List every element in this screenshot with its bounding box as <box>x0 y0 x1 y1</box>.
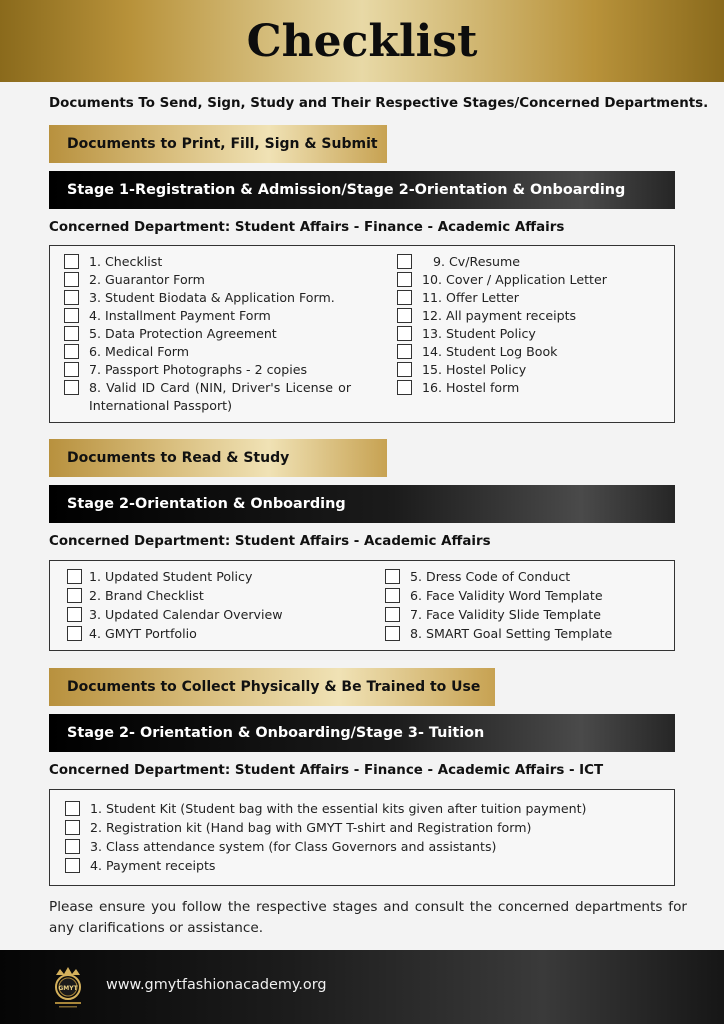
section-3-checklist-box <box>49 789 675 886</box>
checklist-item: 1. Student Kit (Student bag with the essential kits given after tuition payment) <box>65 800 586 818</box>
checkbox[interactable] <box>385 626 400 641</box>
checkbox[interactable] <box>67 588 82 603</box>
checklist-item: 3. Student Biodata & Application Form. <box>64 289 335 307</box>
checklist-item: 13. Student Policy <box>397 325 536 343</box>
section-3-heading: Documents to Collect Physically & Be Trained to Use <box>49 668 495 706</box>
checkbox[interactable] <box>385 607 400 622</box>
section-3-department: Concerned Department: Student Affairs - Finance - Academic Affairs - ICT <box>49 763 604 778</box>
checklist-item: 4. Payment receipts <box>65 857 215 875</box>
checkbox[interactable] <box>64 308 79 323</box>
checkbox[interactable] <box>67 607 82 622</box>
checkbox[interactable] <box>65 820 80 835</box>
checklist-item: 8. SMART Goal Setting Template <box>385 625 612 643</box>
checkbox[interactable] <box>397 254 412 269</box>
checklist-item: 6. Face Validity Word Template <box>385 587 603 605</box>
logo-text: GMYT <box>58 985 78 992</box>
checklist-item: 9. Cv/Resume <box>397 253 520 271</box>
header-banner <box>0 0 724 82</box>
checkbox[interactable] <box>64 272 79 287</box>
closing-note: Please ensure you follow the respective stages and consult the concerned departments for any clarifications or assistance. <box>49 899 687 936</box>
checkbox[interactable] <box>385 569 400 584</box>
checklist-item: 5. Dress Code of Conduct <box>385 568 570 586</box>
section-2-checklist-box <box>49 560 675 651</box>
checklist-item: 16. Hostel form <box>397 379 519 397</box>
checklist-item: 8. Valid ID Card (NIN, Driver's License or International Passport) <box>64 379 351 415</box>
checklist-item: 3. Updated Calendar Overview <box>67 606 283 624</box>
checklist-item: 12. All payment receipts <box>397 307 576 325</box>
checklist-item: 14. Student Log Book <box>397 343 557 361</box>
checklist-item: 7. Passport Photographs - 2 copies <box>64 361 307 379</box>
section-1-heading: Documents to Print, Fill, Sign & Submit <box>49 125 387 163</box>
academy-logo <box>50 965 86 1009</box>
checkbox[interactable] <box>64 254 79 269</box>
checklist-item: 1. Checklist <box>64 253 162 271</box>
checkbox[interactable] <box>385 588 400 603</box>
checkbox[interactable] <box>64 344 79 359</box>
section-1-stage: Stage 1-Registration & Admission/Stage 2-Orientation & Onboarding <box>49 171 675 209</box>
checkbox[interactable] <box>64 380 79 395</box>
checkbox[interactable] <box>397 344 412 359</box>
section-1-checklist-box <box>49 245 675 423</box>
section-1-department: Concerned Department: Student Affairs - Finance - Academic Affairs <box>49 220 565 235</box>
footer <box>0 950 724 1024</box>
checkbox[interactable] <box>397 362 412 377</box>
checklist-item: 11. Offer Letter <box>397 289 519 307</box>
checkbox[interactable] <box>397 272 412 287</box>
checklist-item: 2. Registration kit (Hand bag with GMYT T-shirt and Registration form) <box>65 819 531 837</box>
checkbox[interactable] <box>397 308 412 323</box>
checkbox[interactable] <box>397 380 412 395</box>
checklist-item: 5. Data Protection Agreement <box>64 325 277 343</box>
website-link[interactable]: www.gmytfashionacademy.org <box>106 977 327 993</box>
checklist-item: 15. Hostel Policy <box>397 361 526 379</box>
checkbox[interactable] <box>64 326 79 341</box>
checklist-item: 7. Face Validity Slide Template <box>385 606 601 624</box>
checkbox[interactable] <box>397 326 412 341</box>
checklist-item: 10. Cover / Application Letter <box>397 271 607 289</box>
checklist-item: 4. Installment Payment Form <box>64 307 271 325</box>
checklist-item: 2. Brand Checklist <box>67 587 204 605</box>
checklist-item: 2. Guarantor Form <box>64 271 205 289</box>
checkbox[interactable] <box>65 858 80 873</box>
checkbox[interactable] <box>67 569 82 584</box>
checkbox[interactable] <box>397 290 412 305</box>
intro-text: Documents To Send, Sign, Study and Their Respective Stages/Concerned Departments. <box>49 96 709 111</box>
checklist-item: 6. Medical Form <box>64 343 189 361</box>
section-2-heading: Documents to Read & Study <box>49 439 387 477</box>
checklist-item: 1. Updated Student Policy <box>67 568 252 586</box>
section-2-department: Concerned Department: Student Affairs - Academic Affairs <box>49 534 491 549</box>
checklist-item: 4. GMYT Portfolio <box>67 625 197 643</box>
checkbox[interactable] <box>65 801 80 816</box>
checkbox[interactable] <box>64 290 79 305</box>
checkbox[interactable] <box>64 362 79 377</box>
checklist-item: 3. Class attendance system (for Class Governors and assistants) <box>65 838 496 856</box>
page-title: Checklist <box>246 15 478 67</box>
section-2-stage: Stage 2-Orientation & Onboarding <box>49 485 675 523</box>
checkbox[interactable] <box>65 839 80 854</box>
checkbox[interactable] <box>67 626 82 641</box>
section-3-stage: Stage 2- Orientation & Onboarding/Stage 3- Tuition <box>49 714 675 752</box>
